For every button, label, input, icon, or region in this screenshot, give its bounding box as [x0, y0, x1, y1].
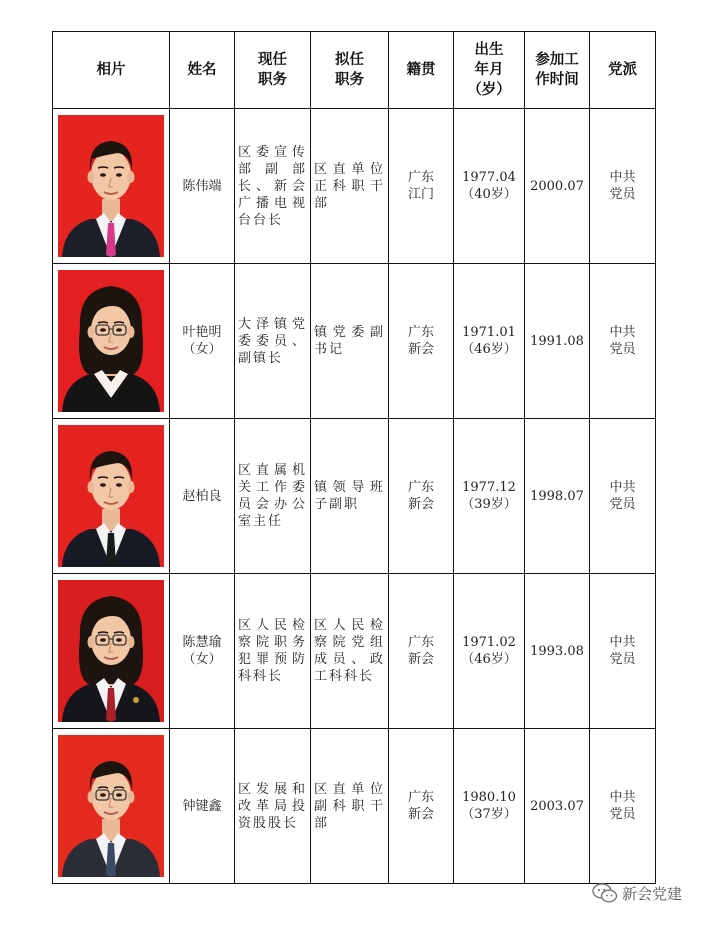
work-start-cell: 2000.07: [525, 109, 590, 264]
birth-cell: 1971.02 （46岁）: [454, 574, 525, 729]
work-start-cell: 1993.08: [525, 574, 590, 729]
watermark-text: 新会党建: [622, 884, 683, 903]
birth-cell: 1977.12 （39岁）: [454, 419, 525, 574]
birth-cell: 1971.01 （46岁）: [454, 264, 525, 419]
header-party: 党派: [590, 32, 656, 109]
current-post-cell: 区委宣传部副部长、新会广播电视台台长: [235, 109, 311, 264]
table-row: [53, 729, 656, 884]
party-cell: 中共 党员: [590, 264, 656, 419]
header-work-start: 参加工 作时间: [525, 32, 590, 109]
native-place-cell: 广东 新会: [389, 574, 454, 729]
current-post-cell: 大泽镇党委委员、副镇长: [235, 264, 311, 419]
current-post-cell: 区发展和改革局投资股股长: [235, 729, 311, 884]
photo-cell: [53, 729, 170, 884]
party-cell: 中共 党员: [590, 419, 656, 574]
work-start-cell: 1998.07: [525, 419, 590, 574]
name-cell: 叶艳明 （女）: [170, 264, 235, 419]
party-cell: 中共 党员: [590, 109, 656, 264]
native-place-cell: 广东 江门: [389, 109, 454, 264]
party-cell: 中共 党员: [590, 574, 656, 729]
table-row: [53, 574, 656, 729]
header-row: [53, 32, 656, 109]
name-cell: 赵柏良: [170, 419, 235, 574]
proposed-post-cell: 镇领导班子副职: [311, 419, 389, 574]
name-cell: 钟键鑫: [170, 729, 235, 884]
table-row: [53, 109, 656, 264]
work-start-cell: 2003.07: [525, 729, 590, 884]
name-cell: 陈慧瑜 （女）: [170, 574, 235, 729]
birth-cell: 1980.10 （37岁）: [454, 729, 525, 884]
party-cell: 中共 党员: [590, 729, 656, 884]
watermark: [592, 881, 682, 905]
current-post-cell: 区人民检察院职务犯罪预防科科长: [235, 574, 311, 729]
portrait-photo: [58, 735, 164, 877]
header-name: 姓名: [170, 32, 235, 109]
table-row: [53, 264, 656, 419]
proposed-post-cell: 区人民检察院党组成员、政工科科长: [311, 574, 389, 729]
proposed-post-cell: 区直单位副科职干部: [311, 729, 389, 884]
portrait-photo: [58, 115, 164, 257]
name-cell: 陈伟端: [170, 109, 235, 264]
work-start-cell: 1991.08: [525, 264, 590, 419]
header-photo: 相片: [53, 32, 170, 109]
photo-cell: [53, 419, 170, 574]
native-place-cell: 广东 新会: [389, 729, 454, 884]
portrait-photo: [58, 270, 164, 412]
header-proposed-post: 拟任 职务: [311, 32, 389, 109]
header-birth: 出生 年月 （岁）: [454, 32, 525, 109]
portrait-photo: [58, 580, 164, 722]
proposed-post-cell: 镇党委副书记: [311, 264, 389, 419]
birth-cell: 1977.04 （40岁）: [454, 109, 525, 264]
native-place-cell: 广东 新会: [389, 419, 454, 574]
current-post-cell: 区直属机关工作委员会办公室主任: [235, 419, 311, 574]
wechat-icon: [592, 883, 618, 903]
header-current-post: 现任 职务: [235, 32, 311, 109]
cadre-roster-table: [52, 31, 656, 884]
photo-cell: [53, 574, 170, 729]
portrait-photo: [58, 425, 164, 567]
header-native-place: 籍贯: [389, 32, 454, 109]
proposed-post-cell: 区直单位正科职干部: [311, 109, 389, 264]
table-row: [53, 419, 656, 574]
photo-cell: [53, 109, 170, 264]
native-place-cell: 广东 新会: [389, 264, 454, 419]
photo-cell: [53, 264, 170, 419]
